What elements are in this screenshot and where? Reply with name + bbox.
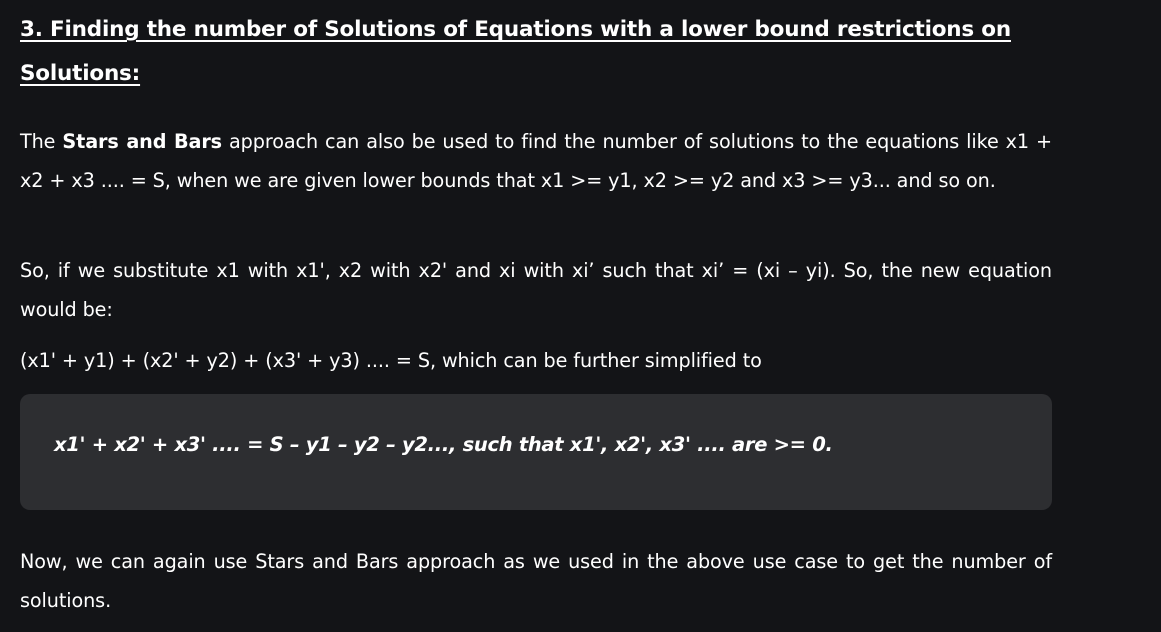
substitution-paragraph: So, if we substitute x1 with x1', x2 with x2' and xi with xi’ such that xi’ = (xi – yi). So, the new equation would be: — [20, 259, 1052, 321]
equation-paragraph: (x1' + y1) + (x2' + y2) + (x3' + y3) .... = S, which can be further simplified to — [20, 349, 762, 372]
formula-text: x1' + x2' + x3' .... = S – y1 – y2 – y2..., such that x1', x2', x3' .... are >= 0. — [54, 433, 833, 456]
intro-paragraph — [20, 122, 1052, 200]
intro-text-end: approach can also be used to find the number of solutions to the equations like x1 + x2 + x3 .... = S, when we are given lower bounds that x1 >= y1, x2 >= y2 and x3 >= y3... and so on. — [20, 130, 1053, 192]
section-heading: 3. Finding the number of Solutions of Equations with a lower bound restrictions on Solutions: — [20, 17, 1011, 86]
intro-text-start: The — [20, 130, 63, 153]
stars-and-bars-term: Stars and Bars — [62, 130, 223, 153]
conclusion-paragraph: Now, we can again use Stars and Bars approach as we used in the above use case to get the number of solutions. — [20, 550, 1052, 612]
formula-block — [20, 394, 1052, 510]
